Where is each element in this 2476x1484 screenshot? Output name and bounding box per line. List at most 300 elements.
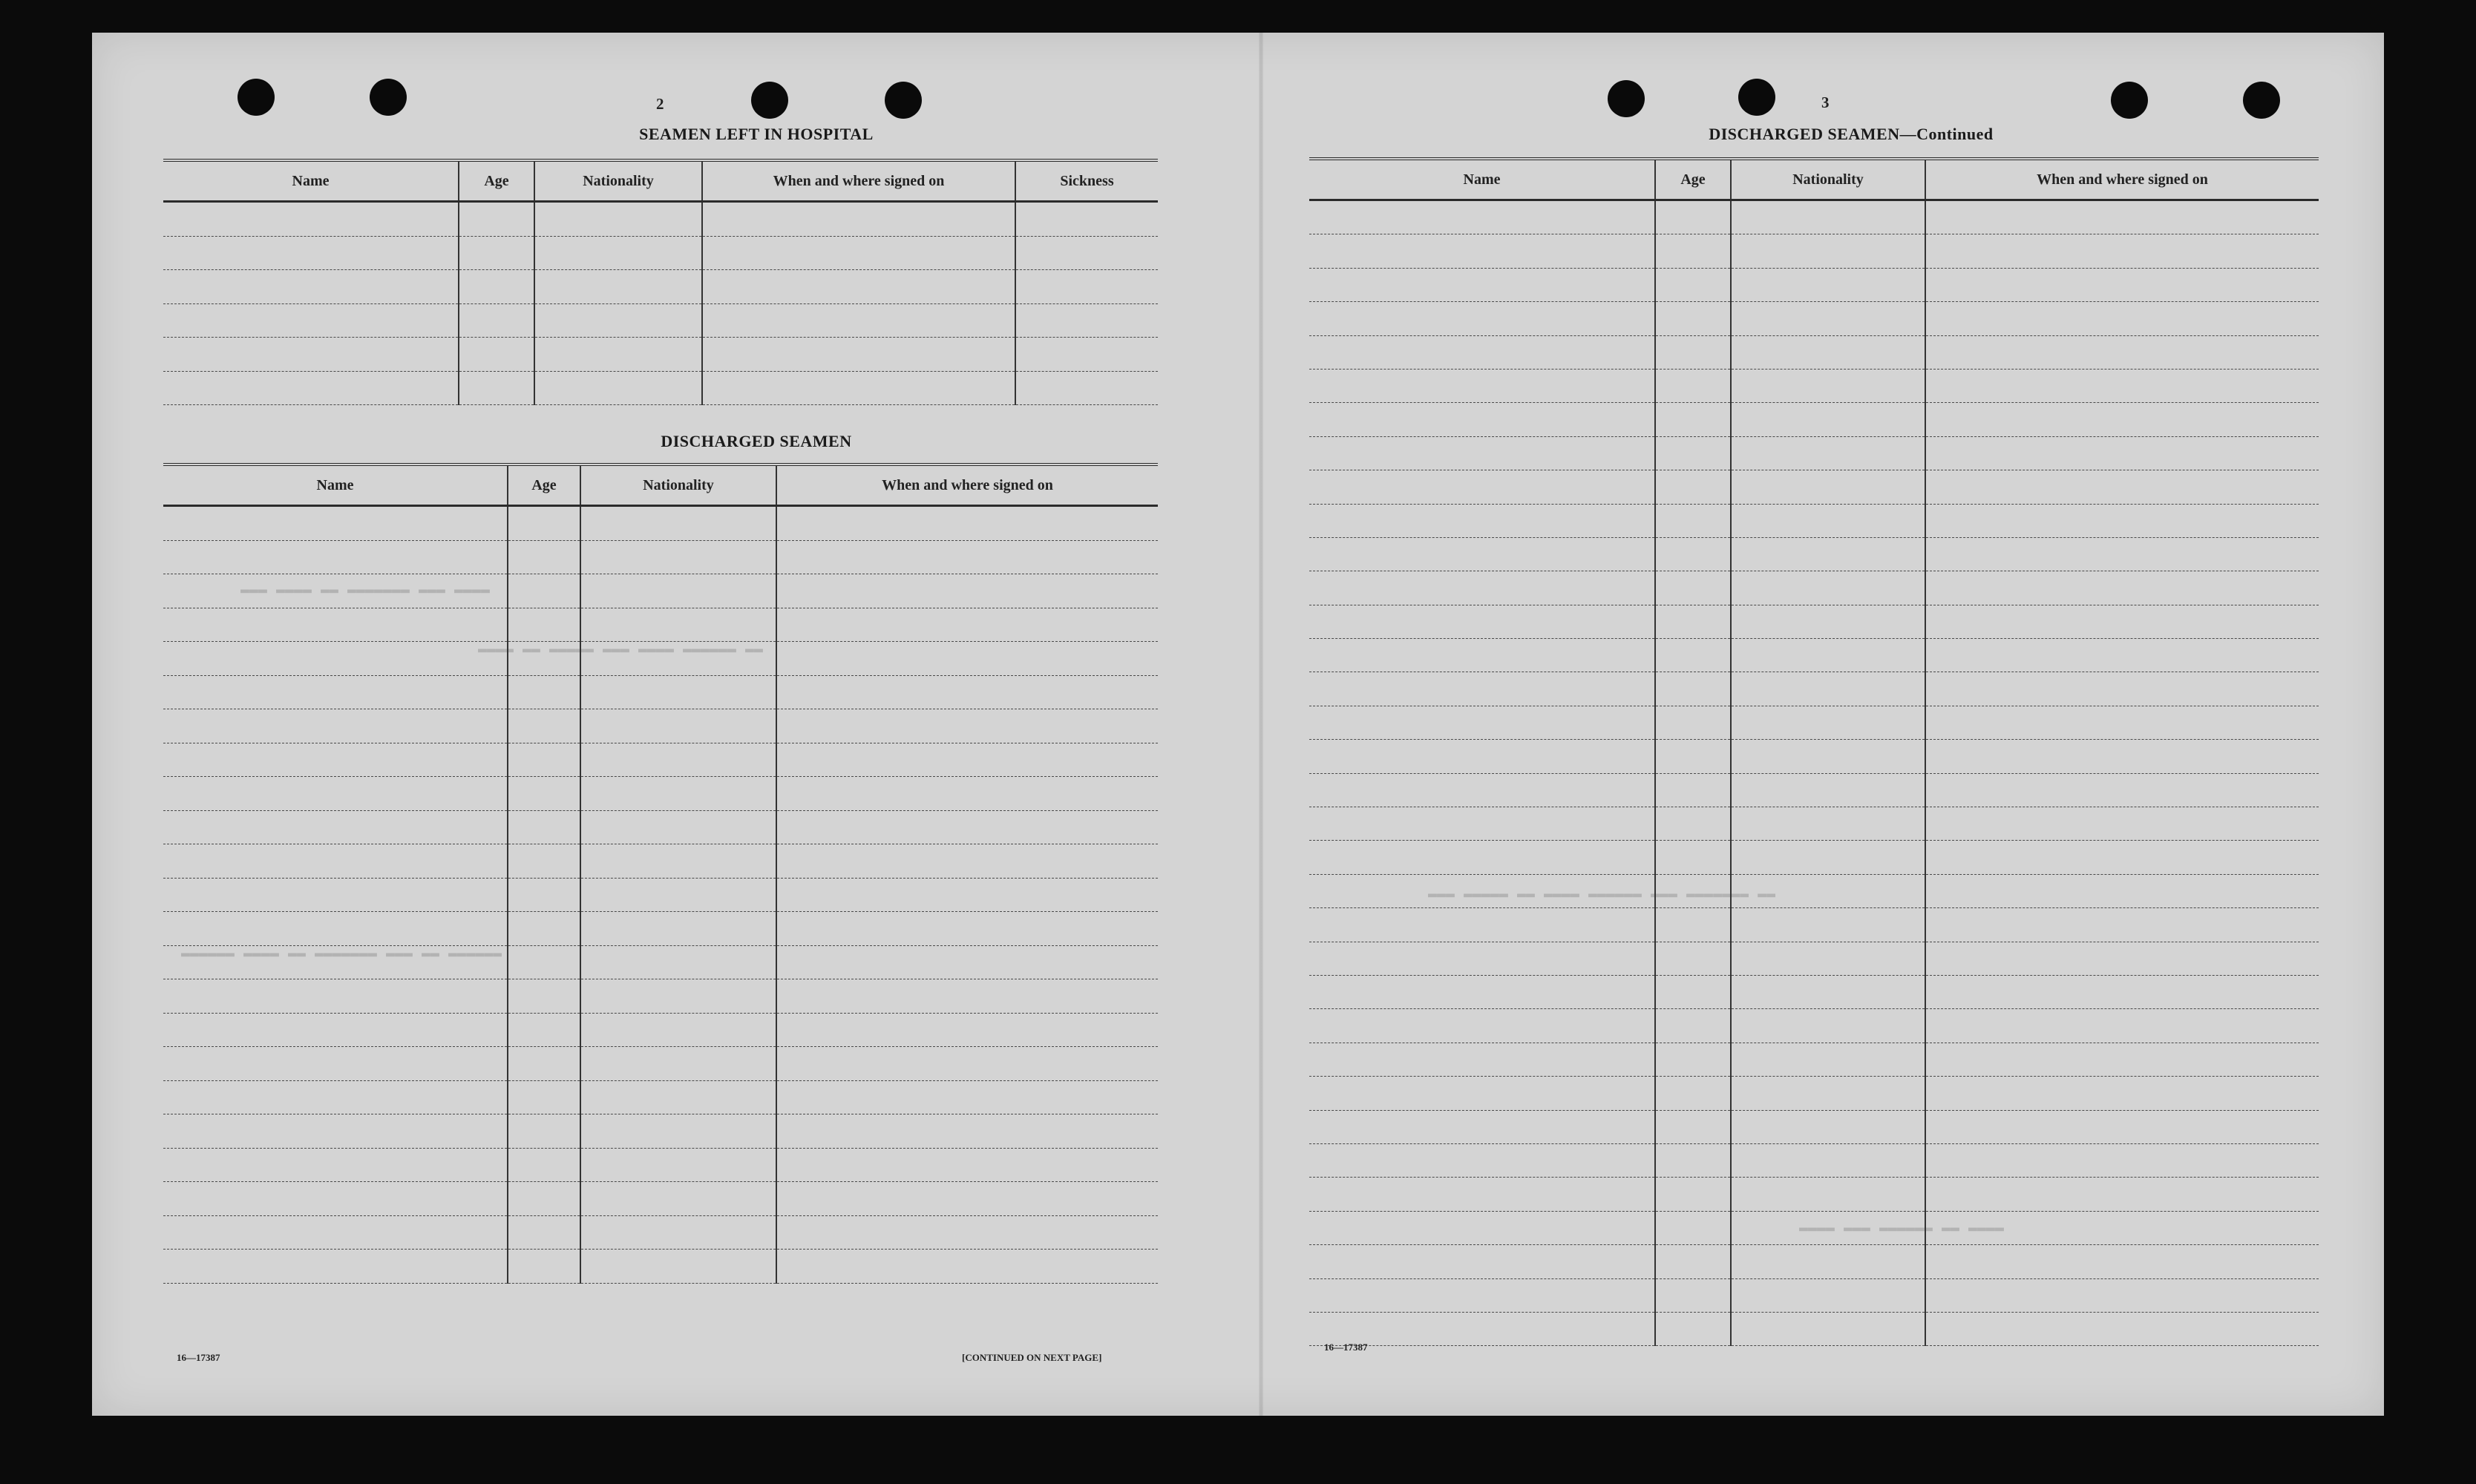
blank-cell [1309,908,1655,942]
blank-cell [1655,1178,1731,1211]
blank-cell [580,709,776,743]
blank-cell [1731,302,1925,335]
blank-cell [1731,1043,1925,1076]
blank-form-row [1309,200,2319,234]
blank-form-row [1309,773,2319,807]
blank-cell [163,236,459,270]
blank-cell [776,844,1158,879]
blank-form-row [163,979,1158,1014]
blank-cell [1655,1278,1731,1312]
blank-form-row [1309,942,2319,975]
blank-cell [580,1215,776,1250]
column-header-sickness: Sickness [1015,160,1158,202]
blank-cell [1731,1110,1925,1143]
blank-cell [1925,874,2319,907]
blank-cell [1731,1278,1925,1312]
blank-cell [776,1182,1158,1216]
blank-cell [534,303,702,338]
blank-cell [163,1080,508,1114]
column-header-name: Name [163,160,459,202]
blank-cell [1925,302,2319,335]
blank-cell [1309,470,1655,504]
blank-cell [1655,504,1731,537]
blank-cell [1731,874,1925,907]
blank-cell [1309,1245,1655,1278]
blank-cell [776,675,1158,709]
blank-form-row [163,1148,1158,1182]
punch-hole [1608,80,1645,117]
blank-form-row [1309,1077,2319,1110]
bleed-through-text: ▬▬▬ ▬▬▬▬▬ ▬▬ ▬▬▬▬ ▬▬▬▬▬▬ ▬▬▬ ▬▬▬▬▬▬▬ ▬▬ [1428,886,1776,903]
blank-cell [1309,706,1655,739]
blank-cell [1925,1043,2319,1076]
blank-cell [1309,1211,1655,1244]
blank-cell [1925,672,2319,706]
discharged-table-left [163,463,1158,1284]
form-number-left: 16—17387 [177,1352,220,1363]
blank-cell [776,506,1158,541]
blank-cell [776,1114,1158,1149]
blank-cell [1309,369,1655,402]
blank-cell [1731,403,1925,436]
blank-form-row [163,878,1158,912]
blank-cell [702,371,1015,405]
blank-form-row [1309,639,2319,672]
blank-cell [1655,537,1731,571]
blank-cell [1309,234,1655,268]
blank-cell [776,743,1158,777]
blank-cell [1655,773,1731,807]
blank-cell [1309,841,1655,874]
blank-cell [1309,942,1655,975]
blank-cell [580,675,776,709]
blank-cell [1655,706,1731,739]
blank-cell [580,1148,776,1182]
blank-cell [776,709,1158,743]
bleed-through-text: ▬▬▬ ▬▬▬▬ ▬▬ ▬▬▬▬▬▬▬ ▬▬▬ ▬▬▬▬ [240,582,491,599]
blank-form-row [1309,1143,2319,1177]
blank-cell [1731,1178,1925,1211]
blank-form-row [1309,975,2319,1008]
blank-cell [508,810,580,844]
blank-form-row [163,202,1158,237]
blank-form-row [1309,1009,2319,1043]
blank-cell [1309,740,1655,773]
blank-cell [702,270,1015,304]
blank-form-row [1309,470,2319,504]
blank-cell [163,574,508,608]
blank-cell [1731,740,1925,773]
blank-cell [1309,874,1655,907]
blank-cell [1015,270,1158,304]
blank-cell [1925,200,2319,234]
column-header-signed-on: When and where signed on [1925,159,2319,200]
blank-form-row [1309,1178,2319,1211]
blank-form-row [163,236,1158,270]
blank-cell [580,878,776,912]
blank-cell [702,202,1015,237]
blank-cell [163,371,459,405]
blank-cell [508,608,580,642]
blank-cell [580,540,776,574]
blank-cell [459,270,534,304]
blank-form-row [1309,1278,2319,1312]
blank-cell [508,945,580,979]
blank-cell [776,1047,1158,1081]
blank-cell [163,202,459,237]
blank-cell [163,675,508,709]
blank-cell [163,303,459,338]
blank-cell [163,338,459,372]
blank-cell [1309,302,1655,335]
blank-cell [1925,1110,2319,1143]
blank-cell [1655,639,1731,672]
blank-cell [1309,975,1655,1008]
hospital-header-row [163,160,1158,202]
blank-cell [776,1013,1158,1047]
blank-cell [1925,436,2319,470]
blank-cell [702,236,1015,270]
blank-cell [1731,234,1925,268]
punch-hole [2111,82,2148,119]
blank-cell [163,1148,508,1182]
blank-cell [1731,537,1925,571]
blank-cell [776,810,1158,844]
blank-cell [580,1250,776,1284]
blank-cell [1309,1043,1655,1076]
blank-cell [1925,1245,2319,1278]
blank-form-row [163,574,1158,608]
blank-form-row [163,1114,1158,1149]
blank-cell [1925,537,2319,571]
blank-cell [580,945,776,979]
blank-cell [508,1148,580,1182]
blank-cell [1731,605,1925,638]
blank-cell [508,1013,580,1047]
blank-cell [508,743,580,777]
blank-cell [1731,908,1925,942]
blank-cell [1731,1143,1925,1177]
blank-form-row [1309,1312,2319,1345]
column-header-age: Age [459,160,534,202]
blank-cell [1309,1178,1655,1211]
blank-form-row [163,1080,1158,1114]
blank-cell [1925,1211,2319,1244]
page-number-right: 3 [1821,93,1830,111]
blank-cell [1731,1211,1925,1244]
blank-cell [534,270,702,304]
blank-form-row [1309,1110,2319,1143]
blank-form-row [1309,403,2319,436]
blank-cell [1015,371,1158,405]
blank-cell [702,303,1015,338]
blank-cell [1309,504,1655,537]
blank-cell [1925,470,2319,504]
blank-form-row [163,1182,1158,1216]
blank-cell [508,1080,580,1114]
blank-cell [1925,942,2319,975]
blank-cell [1309,639,1655,672]
blank-cell [1309,1312,1655,1345]
blank-cell [1655,672,1731,706]
blank-form-row [163,506,1158,541]
blank-cell [508,878,580,912]
hospital-section-title: SEAMEN LEFT IN HOSPITAL [639,125,874,143]
blank-cell [580,506,776,541]
blank-cell [1731,268,1925,301]
blank-form-row [1309,740,2319,773]
blank-cell [1731,200,1925,234]
blank-cell [776,777,1158,811]
blank-form-row [163,945,1158,979]
blank-cell [1655,403,1731,436]
blank-cell [163,1182,508,1216]
blank-cell [776,1250,1158,1284]
blank-cell [1655,1211,1731,1244]
blank-cell [776,574,1158,608]
blank-cell [163,642,508,676]
blank-cell [1655,470,1731,504]
blank-form-row [163,709,1158,743]
blank-cell [1309,335,1655,369]
blank-cell [1655,268,1731,301]
blank-cell [776,945,1158,979]
blank-form-row [1309,807,2319,841]
blank-cell [459,303,534,338]
blank-cell [1731,1312,1925,1345]
blank-cell [580,574,776,608]
blank-form-row [1309,874,2319,907]
blank-cell [163,979,508,1014]
blank-cell [1655,740,1731,773]
blank-cell [1655,436,1731,470]
blank-form-row [163,642,1158,676]
blank-cell [1015,303,1158,338]
blank-cell [459,338,534,372]
blank-cell [1655,200,1731,234]
blank-cell [1655,302,1731,335]
blank-cell [1309,1077,1655,1110]
blank-cell [163,878,508,912]
blank-cell [1731,1077,1925,1110]
blank-cell [1731,504,1925,537]
blank-cell [1925,1178,2319,1211]
blank-form-row [1309,672,2319,706]
hospital-table [163,159,1158,405]
blank-cell [508,979,580,1014]
column-header-signed-on: When and where signed on [776,464,1158,506]
blank-cell [1309,1143,1655,1177]
blank-cell [580,1080,776,1114]
blank-cell [1731,841,1925,874]
blank-cell [1655,335,1731,369]
blank-cell [776,540,1158,574]
blank-form-row [163,777,1158,811]
continued-note: [CONTINUED ON NEXT PAGE] [962,1352,1102,1363]
blank-cell [580,608,776,642]
blank-cell [1731,436,1925,470]
blank-cell [1731,1009,1925,1043]
blank-cell [508,506,580,541]
blank-cell [508,1047,580,1081]
blank-cell [1309,605,1655,638]
blank-form-row [163,1047,1158,1081]
blank-cell [163,810,508,844]
blank-cell [508,844,580,879]
blank-cell [1731,942,1925,975]
blank-cell [163,1250,508,1284]
column-header-age: Age [508,464,580,506]
blank-cell [163,506,508,541]
blank-cell [580,1182,776,1216]
blank-form-row [163,540,1158,574]
blank-cell [1731,672,1925,706]
blank-cell [580,810,776,844]
blank-cell [1655,1110,1731,1143]
blank-form-row [163,912,1158,946]
blank-cell [508,1114,580,1149]
blank-form-row [1309,369,2319,402]
discharged-continued-header-row [1309,159,2319,200]
blank-cell [1655,874,1731,907]
blank-cell [1309,1278,1655,1312]
blank-form-row [163,675,1158,709]
blank-cell [1925,740,2319,773]
form-number-right: 16—17387 [1324,1342,1368,1353]
blank-form-row [163,1013,1158,1047]
blank-cell [534,236,702,270]
blank-cell [1925,1009,2319,1043]
blank-cell [1309,200,1655,234]
blank-cell [534,338,702,372]
blank-cell [508,912,580,946]
blank-cell [580,844,776,879]
blank-cell [1731,706,1925,739]
blank-cell [508,777,580,811]
blank-cell [1655,908,1731,942]
blank-cell [163,540,508,574]
blank-form-row [1309,302,2319,335]
blank-cell [1309,436,1655,470]
blank-form-row [163,270,1158,304]
blank-cell [508,1182,580,1216]
blank-cell [1655,1009,1731,1043]
column-header-name: Name [163,464,508,506]
blank-form-row [1309,1043,2319,1076]
blank-cell [1925,369,2319,402]
blank-cell [580,1047,776,1081]
blank-cell [1925,773,2319,807]
blank-cell [163,1013,508,1047]
blank-form-row [1309,1245,2319,1278]
column-header-name: Name [1309,159,1655,200]
blank-form-row [1309,335,2319,369]
blank-cell [1925,234,2319,268]
column-header-nationality: Nationality [580,464,776,506]
blank-cell [1925,571,2319,605]
blank-form-row [1309,268,2319,301]
blank-cell [163,743,508,777]
blank-cell [776,1148,1158,1182]
blank-cell [580,1114,776,1149]
punch-hole [751,82,788,119]
blank-cell [508,642,580,676]
blank-cell [580,979,776,1014]
blank-cell [580,777,776,811]
blank-cell [776,912,1158,946]
blank-cell [1925,268,2319,301]
blank-cell [1309,1009,1655,1043]
blank-cell [1655,571,1731,605]
blank-cell [1731,639,1925,672]
blank-cell [459,202,534,237]
blank-cell [1655,841,1731,874]
discharged-section-title: DISCHARGED SEAMEN [661,432,852,450]
punch-hole [2243,82,2280,119]
blank-cell [776,878,1158,912]
blank-cell [163,945,508,979]
blank-cell [1731,470,1925,504]
blank-cell [1655,1043,1731,1076]
blank-cell [1655,605,1731,638]
blank-cell [508,675,580,709]
blank-cell [534,371,702,405]
blank-cell [1925,639,2319,672]
blank-cell [1925,1143,2319,1177]
blank-form-row [1309,436,2319,470]
blank-cell [1731,571,1925,605]
blank-cell [1655,234,1731,268]
blank-cell [1309,268,1655,301]
blank-form-row [163,743,1158,777]
blank-cell [1309,537,1655,571]
column-header-nationality: Nationality [534,160,702,202]
blank-cell [1925,975,2319,1008]
blank-cell [163,270,459,304]
blank-cell [163,1114,508,1149]
blank-cell [459,236,534,270]
blank-cell [702,338,1015,372]
page-number-left: 2 [656,95,664,113]
punch-hole [1738,79,1775,116]
blank-cell [776,1080,1158,1114]
blank-cell [1731,773,1925,807]
blank-cell [508,540,580,574]
blank-cell [1925,335,2319,369]
blank-cell [163,709,508,743]
blank-cell [1925,706,2319,739]
blank-cell [1015,236,1158,270]
blank-form-row [1309,504,2319,537]
blank-cell [508,709,580,743]
blank-cell [1655,1245,1731,1278]
blank-cell [163,777,508,811]
blank-cell [508,574,580,608]
blank-form-row [163,303,1158,338]
blank-cell [580,642,776,676]
blank-cell [1309,1110,1655,1143]
blank-cell [1655,975,1731,1008]
blank-cell [1655,369,1731,402]
blank-cell [1309,773,1655,807]
blank-cell [1925,1312,2319,1345]
bleed-through-text: ▬▬▬▬▬▬ ▬▬▬▬ ▬▬ ▬▬▬▬▬▬▬ ▬▬▬ ▬▬ ▬▬▬▬▬▬ [181,945,502,962]
bleed-through-text: ▬▬▬▬ ▬▬▬ ▬▬▬▬▬▬ ▬▬ ▬▬▬▬ [1799,1220,2005,1237]
punch-hole [238,79,275,116]
blank-cell [1655,942,1731,975]
blank-form-row [1309,234,2319,268]
blank-cell [580,912,776,946]
